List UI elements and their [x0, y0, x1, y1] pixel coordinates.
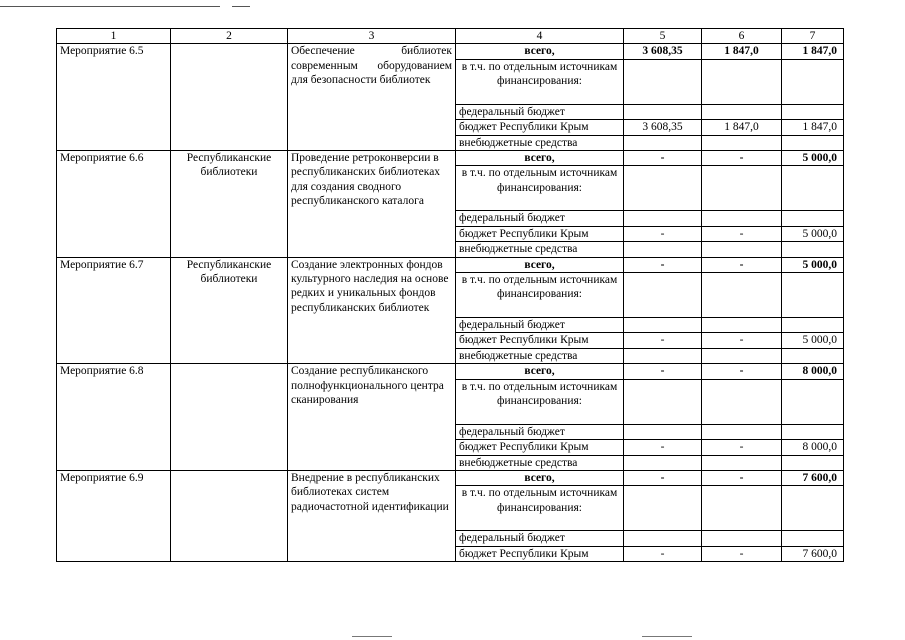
funding-source-label: федеральный бюджет — [456, 424, 624, 439]
amount-cell — [782, 135, 844, 150]
funding-source-label: федеральный бюджет — [456, 318, 624, 333]
amount-cell — [702, 424, 782, 439]
funding-source-label: федеральный бюджет — [456, 211, 624, 226]
amount-cell: 7 600,0 — [782, 470, 844, 485]
header-cell: 2 — [171, 29, 288, 44]
amount-cell — [782, 379, 844, 424]
header-cell: 4 — [456, 29, 624, 44]
activity-title: Обеспечение библиотек современным оборудованием для безопасности библиотек — [288, 44, 456, 151]
amount-cell: 5 000,0 — [782, 333, 844, 348]
amount-cell: 3 608,35 — [624, 120, 702, 135]
funding-source-label: внебюджетные средства — [456, 242, 624, 257]
amount-cell: - — [624, 333, 702, 348]
amount-cell — [782, 104, 844, 119]
scan-artifact-rule — [232, 6, 250, 7]
amount-cell — [702, 318, 782, 333]
amount-cell — [624, 59, 702, 104]
amount-cell — [702, 531, 782, 546]
amount-cell: - — [624, 257, 702, 272]
header-cell: 3 — [288, 29, 456, 44]
amount-cell: - — [624, 546, 702, 561]
amount-cell: 1 847,0 — [702, 44, 782, 59]
amount-cell: 3 608,35 — [624, 44, 702, 59]
funding-source-label: бюджет Республики Крым — [456, 226, 624, 241]
amount-cell: - — [702, 364, 782, 379]
activity-id: Мероприятие 6.6 — [57, 151, 171, 258]
amount-cell: - — [702, 257, 782, 272]
amount-cell — [624, 424, 702, 439]
amount-cell — [624, 211, 702, 226]
amount-cell: - — [624, 470, 702, 485]
executor: Республиканские библиотеки — [171, 257, 288, 364]
amount-cell: - — [702, 226, 782, 241]
funding-source-label: всего, — [456, 44, 624, 59]
budget-table — [56, 28, 844, 562]
amount-cell — [624, 135, 702, 150]
amount-cell — [624, 318, 702, 333]
amount-cell — [702, 379, 782, 424]
scan-artifact-rule — [642, 636, 692, 637]
amount-cell — [624, 104, 702, 119]
amount-cell — [702, 348, 782, 363]
table-row — [57, 44, 844, 59]
amount-cell: 5 000,0 — [782, 151, 844, 166]
amount-cell — [782, 59, 844, 104]
funding-source-label: в т.ч. по отдельным источникам финансирования: — [456, 379, 624, 424]
funding-source-label: бюджет Республики Крым — [456, 333, 624, 348]
amount-cell: - — [624, 364, 702, 379]
amount-cell — [624, 531, 702, 546]
amount-cell — [782, 531, 844, 546]
amount-cell — [702, 486, 782, 531]
executor — [171, 364, 288, 471]
amount-cell — [702, 242, 782, 257]
amount-cell — [624, 273, 702, 318]
activity-id: Мероприятие 6.8 — [57, 364, 171, 471]
table-row — [57, 151, 844, 166]
amount-cell — [782, 211, 844, 226]
activity-id: Мероприятие 6.7 — [57, 257, 171, 364]
scan-artifact-rule — [352, 636, 392, 637]
funding-source-label: всего, — [456, 364, 624, 379]
header-row — [57, 29, 844, 44]
activity-title: Создание электронных фондов культурного наследия на основе редких и уникальных фондов республиканских библиотек — [288, 257, 456, 364]
amount-cell — [702, 273, 782, 318]
activity-id: Мероприятие 6.9 — [57, 470, 171, 561]
activity-title: Проведение ретроконверсии в республиканских библиотеках для создания сводного республиканского каталога — [288, 151, 456, 258]
executor — [171, 44, 288, 151]
executor — [171, 470, 288, 561]
amount-cell — [782, 486, 844, 531]
amount-cell — [782, 348, 844, 363]
table-row — [57, 470, 844, 485]
amount-cell: - — [702, 151, 782, 166]
amount-cell — [624, 242, 702, 257]
funding-source-label: в т.ч. по отдельным источникам финансирования: — [456, 59, 624, 104]
header-cell: 7 — [782, 29, 844, 44]
amount-cell: - — [624, 440, 702, 455]
amount-cell — [702, 455, 782, 470]
amount-cell: 1 847,0 — [782, 120, 844, 135]
activity-title: Внедрение в республиканских библиотеках систем радиочастотной идентификации — [288, 470, 456, 561]
amount-cell — [782, 455, 844, 470]
amount-cell — [624, 348, 702, 363]
amount-cell — [782, 424, 844, 439]
funding-source-label: бюджет Республики Крым — [456, 546, 624, 561]
amount-cell — [702, 104, 782, 119]
funding-source-label: бюджет Республики Крым — [456, 120, 624, 135]
funding-source-label: внебюджетные средства — [456, 455, 624, 470]
amount-cell — [624, 486, 702, 531]
amount-cell — [702, 135, 782, 150]
amount-cell: 8 000,0 — [782, 440, 844, 455]
amount-cell: 5 000,0 — [782, 257, 844, 272]
amount-cell: 8 000,0 — [782, 364, 844, 379]
amount-cell: - — [702, 440, 782, 455]
funding-source-label: всего, — [456, 151, 624, 166]
scan-artifact-rule — [0, 6, 220, 7]
funding-source-label: всего, — [456, 470, 624, 485]
amount-cell — [782, 166, 844, 211]
activity-id: Мероприятие 6.5 — [57, 44, 171, 151]
funding-source-label: бюджет Республики Крым — [456, 440, 624, 455]
amount-cell — [624, 455, 702, 470]
amount-cell: - — [702, 470, 782, 485]
amount-cell — [702, 166, 782, 211]
header-cell: 5 — [624, 29, 702, 44]
funding-source-label: федеральный бюджет — [456, 531, 624, 546]
amount-cell: - — [624, 151, 702, 166]
amount-cell: 7 600,0 — [782, 546, 844, 561]
amount-cell: - — [702, 333, 782, 348]
amount-cell: 5 000,0 — [782, 226, 844, 241]
amount-cell — [782, 242, 844, 257]
funding-source-label: внебюджетные средства — [456, 135, 624, 150]
amount-cell — [782, 273, 844, 318]
table-row — [57, 364, 844, 379]
funding-source-label: всего, — [456, 257, 624, 272]
amount-cell: - — [702, 546, 782, 561]
funding-source-label: в т.ч. по отдельным источникам финансирования: — [456, 486, 624, 531]
executor: Республиканские библиотеки — [171, 151, 288, 258]
activity-title: Создание республиканского полнофункционального центра сканирования — [288, 364, 456, 471]
funding-source-label: внебюджетные средства — [456, 348, 624, 363]
amount-cell — [624, 166, 702, 211]
header-cell: 1 — [57, 29, 171, 44]
amount-cell — [782, 318, 844, 333]
amount-cell — [702, 59, 782, 104]
table-row — [57, 257, 844, 272]
amount-cell — [702, 211, 782, 226]
amount-cell: - — [624, 226, 702, 241]
funding-source-label: в т.ч. по отдельным источникам финансирования: — [456, 166, 624, 211]
funding-source-label: в т.ч. по отдельным источникам финансирования: — [456, 273, 624, 318]
amount-cell: 1 847,0 — [782, 44, 844, 59]
header-cell: 6 — [702, 29, 782, 44]
funding-source-label: федеральный бюджет — [456, 104, 624, 119]
amount-cell: 1 847,0 — [702, 120, 782, 135]
amount-cell — [624, 379, 702, 424]
